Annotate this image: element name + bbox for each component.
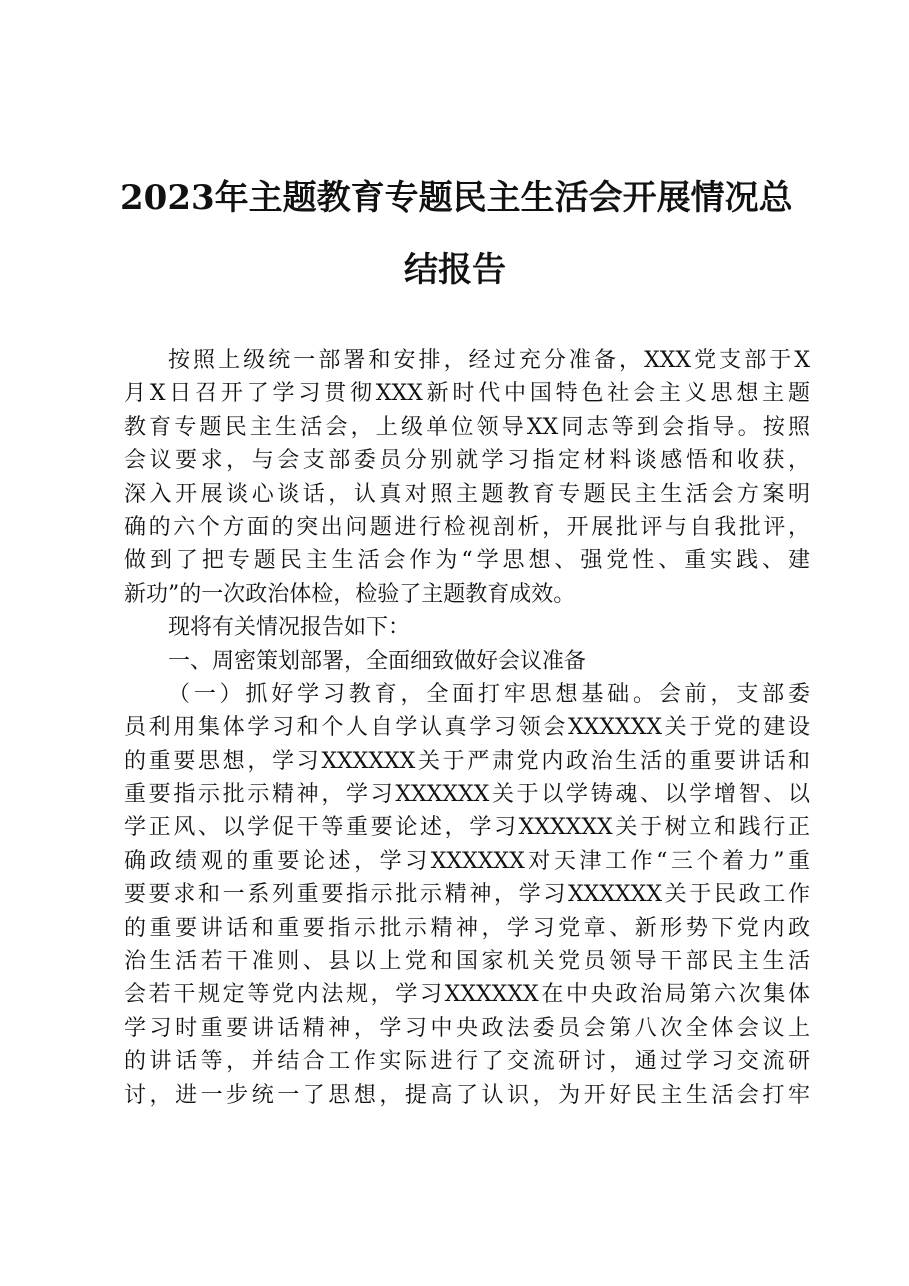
paragraph-line: 确政绩观的重要论述，学习XXXXXX对天津工作“三个着力”重	[124, 848, 810, 874]
paragraph-line: 重要指示批示精神，学习XXXXXX关于以学铸魂、以学增智、以	[124, 782, 810, 808]
title-line-1: 2023年主题教育专题民主生活会开展情况总	[120, 178, 793, 218]
document-body	[124, 344, 810, 1112]
paragraph-line: 按照上级统一部署和安排，经过充分准备，XXX党支部于X	[168, 348, 810, 373]
title-line-2: 结报告	[404, 250, 506, 290]
paragraph-line: 学习时重要讲话精神，学习中央政法委员会第八次全体会议上	[124, 1015, 810, 1041]
paragraph-line: （一）抓好学习教育，全面打牢思想基础。会前，支部委	[168, 681, 810, 707]
paragraph-line: 新功”的一次政治体检，检验了主题教育成效。	[124, 581, 576, 607]
paragraph-line: 确的六个方面的突出问题进行检视剖析，开展批评与自我批评，	[124, 514, 810, 540]
paragraph-line: 现将有关情况报告如下：	[168, 615, 411, 641]
paragraph-line: 的重要思想，学习XXXXXX关于严肃党内政治生活的重要讲话和	[124, 748, 810, 774]
paragraph-line: 教育专题民主生活会，上级单位领导XX同志等到会指导。按照	[124, 414, 810, 440]
paragraph-line: 讨，进一步统一了思想，提高了认识，为开好民主生活会打牢	[124, 1082, 810, 1108]
paragraph-line: 会若干规定等党内法规，学习XXXXXX在中央政治局第六次集体	[124, 982, 810, 1008]
paragraph-line: 学正风、以学促干等重要论述，学习XXXXXX关于树立和践行正	[124, 815, 810, 841]
paragraph-line: 会议要求，与会支部委员分别就学习指定材料谈感悟和收获，	[124, 448, 810, 474]
section-heading: 一、周密策划部署，全面细致做好会议准备	[168, 648, 587, 674]
paragraph-line: 深入开展谈心谈话，认真对照主题教育专题民主生活会方案明	[124, 481, 810, 507]
paragraph-line: 月X日召开了学习贯彻XXX新时代中国特色社会主义思想主题	[124, 381, 810, 407]
paragraph-line: 的讲话等，并结合工作实际进行了交流研讨，通过学习交流研	[124, 1049, 810, 1075]
document-title	[120, 162, 793, 306]
paragraph-line: 要要求和一系列重要指示批示精神，学习XXXXXX关于民政工作	[124, 882, 810, 908]
paragraph-line: 的重要讲话和重要指示批示精神，学习党章、新形势下党内政	[124, 915, 810, 941]
paragraph-line: 治生活若干准则、县以上党和国家机关党员领导干部民主生活	[124, 949, 810, 975]
paragraph-line: 员利用集体学习和个人自学认真学习领会XXXXXX关于党的建设	[124, 715, 810, 741]
paragraph-line: 做到了把专题民主生活会作为“学思想、强党性、重实践、建	[124, 548, 810, 574]
